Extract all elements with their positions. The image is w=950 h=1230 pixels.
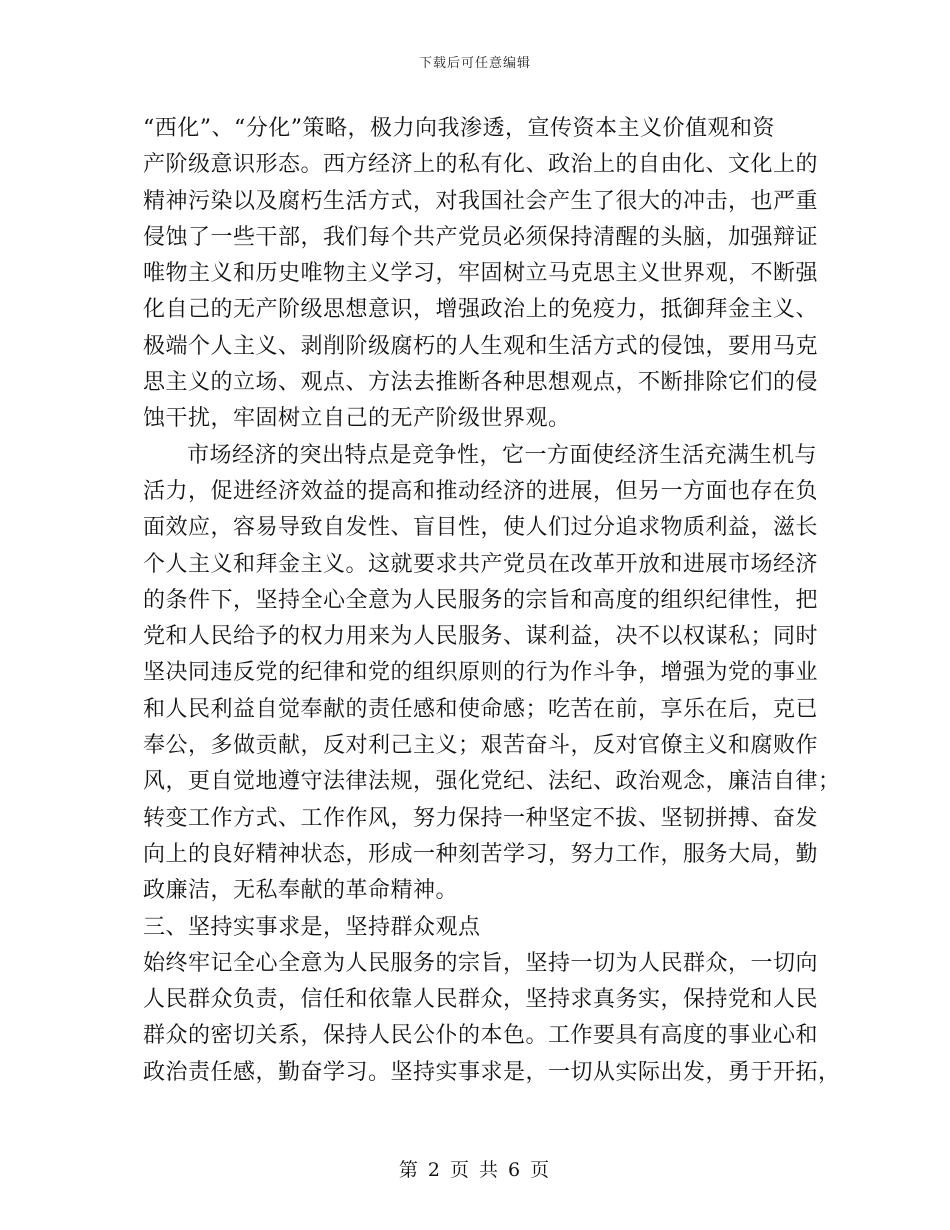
text-line: 蚀干扰，牢固树立自己的无产阶级世界观。 <box>143 406 571 432</box>
text-line: 奉公，多做贡献，反对利己主义；艰苦奋斗，反对官僚主义和腐败作 <box>143 733 819 759</box>
text-line: 产阶级意识形态。西方经济上的私有化、政治上的自由化、文化上的 <box>143 152 819 178</box>
text-line: 的条件下，坚持全心全意为人民服务的宗旨和高度的组织纪律性，把 <box>143 587 819 613</box>
text-line: 风，更自觉地遵守法律法规，强化党纪、法纪、政治观念，廉洁自律； <box>143 769 841 795</box>
text-line: 个人主义和拜金主义。这就要求共产党员在改革开放和进展市场经济 <box>143 551 819 577</box>
text-line: 人民群众负责，信任和依靠人民群众，坚持求真务实，保持党和人民 <box>143 987 819 1013</box>
text-line: 侵蚀了一些干部，我们每个共产党员必须保持清醒的头脑，加强辩证 <box>143 224 819 250</box>
text-line: 政廉洁，无私奉献的革命精神。 <box>143 878 459 904</box>
text-line: 转变工作方式、工作作风，努力保持一种坚定不拔、坚韧拼搏、奋发 <box>143 805 819 831</box>
page-header: 下载后可任意编辑 <box>418 56 531 71</box>
text-line: 精神污染以及腐朽生活方式，对我国社会产生了很大的冲击，也严重 <box>143 188 819 214</box>
section-heading: 三、坚持实事求是，坚持群众观点 <box>143 914 481 940</box>
text-line: 群众的密切关系，保持人民公仆的本色。工作要具有高度的事业心和 <box>143 1023 819 1049</box>
document-body <box>143 111 841 1091</box>
text-line: 思主义的立场、观点、方法去推断各种思想观点，不断排除它们的侵 <box>143 370 819 396</box>
text-line: 活力，促进经济效益的提高和推动经济的进展，但另一方面也存在负 <box>143 478 819 504</box>
paragraph-start-line: 市场经济的突出特点是竞争性，它一方面使经济生活充满生机与 <box>187 442 818 468</box>
text-line: 化自己的无产阶级思想意识，增强政治上的免疫力，抵御拜金主义、 <box>143 297 819 323</box>
page-number-footer: 第 2 页 共 6 页 <box>398 1159 552 1181</box>
text-line: 唯物主义和历史唯物主义学习，牢固树立马克思主义世界观，不断强 <box>143 261 819 287</box>
text-line: 始终牢记全心全意为人民服务的宗旨，坚持一切为人民群众，一切向 <box>143 950 819 976</box>
text-line: 坚决同违反党的纪律和党的组织原则的行为作斗争，增强为党的事业 <box>143 660 819 686</box>
text-line: “西化”、“分化”策略，极力向我渗透，宣传资本主义价值观和资 <box>143 116 775 141</box>
text-line: 和人民利益自觉奉献的责任感和使命感；吃苦在前，享乐在后，克已 <box>143 696 819 722</box>
text-line: 极端个人主义、剥削阶级腐朽的人生观和生活方式的侵蚀，要用马克 <box>143 333 819 359</box>
text-line: 向上的良好精神状态，形成一种刻苦学习，努力工作，服务大局，勤 <box>143 841 819 867</box>
text-line: 党和人民给予的权力用来为人民服务、谋利益，决不以权谋私；同时 <box>143 624 819 650</box>
text-line: 政治责任感，勤奋学习。坚持实事求是，一切从实际出发，勇于开拓， <box>143 1059 841 1085</box>
text-line: 面效应，容易导致自发性、盲目性，使人们过分追求物质利益，滋长 <box>143 515 819 541</box>
